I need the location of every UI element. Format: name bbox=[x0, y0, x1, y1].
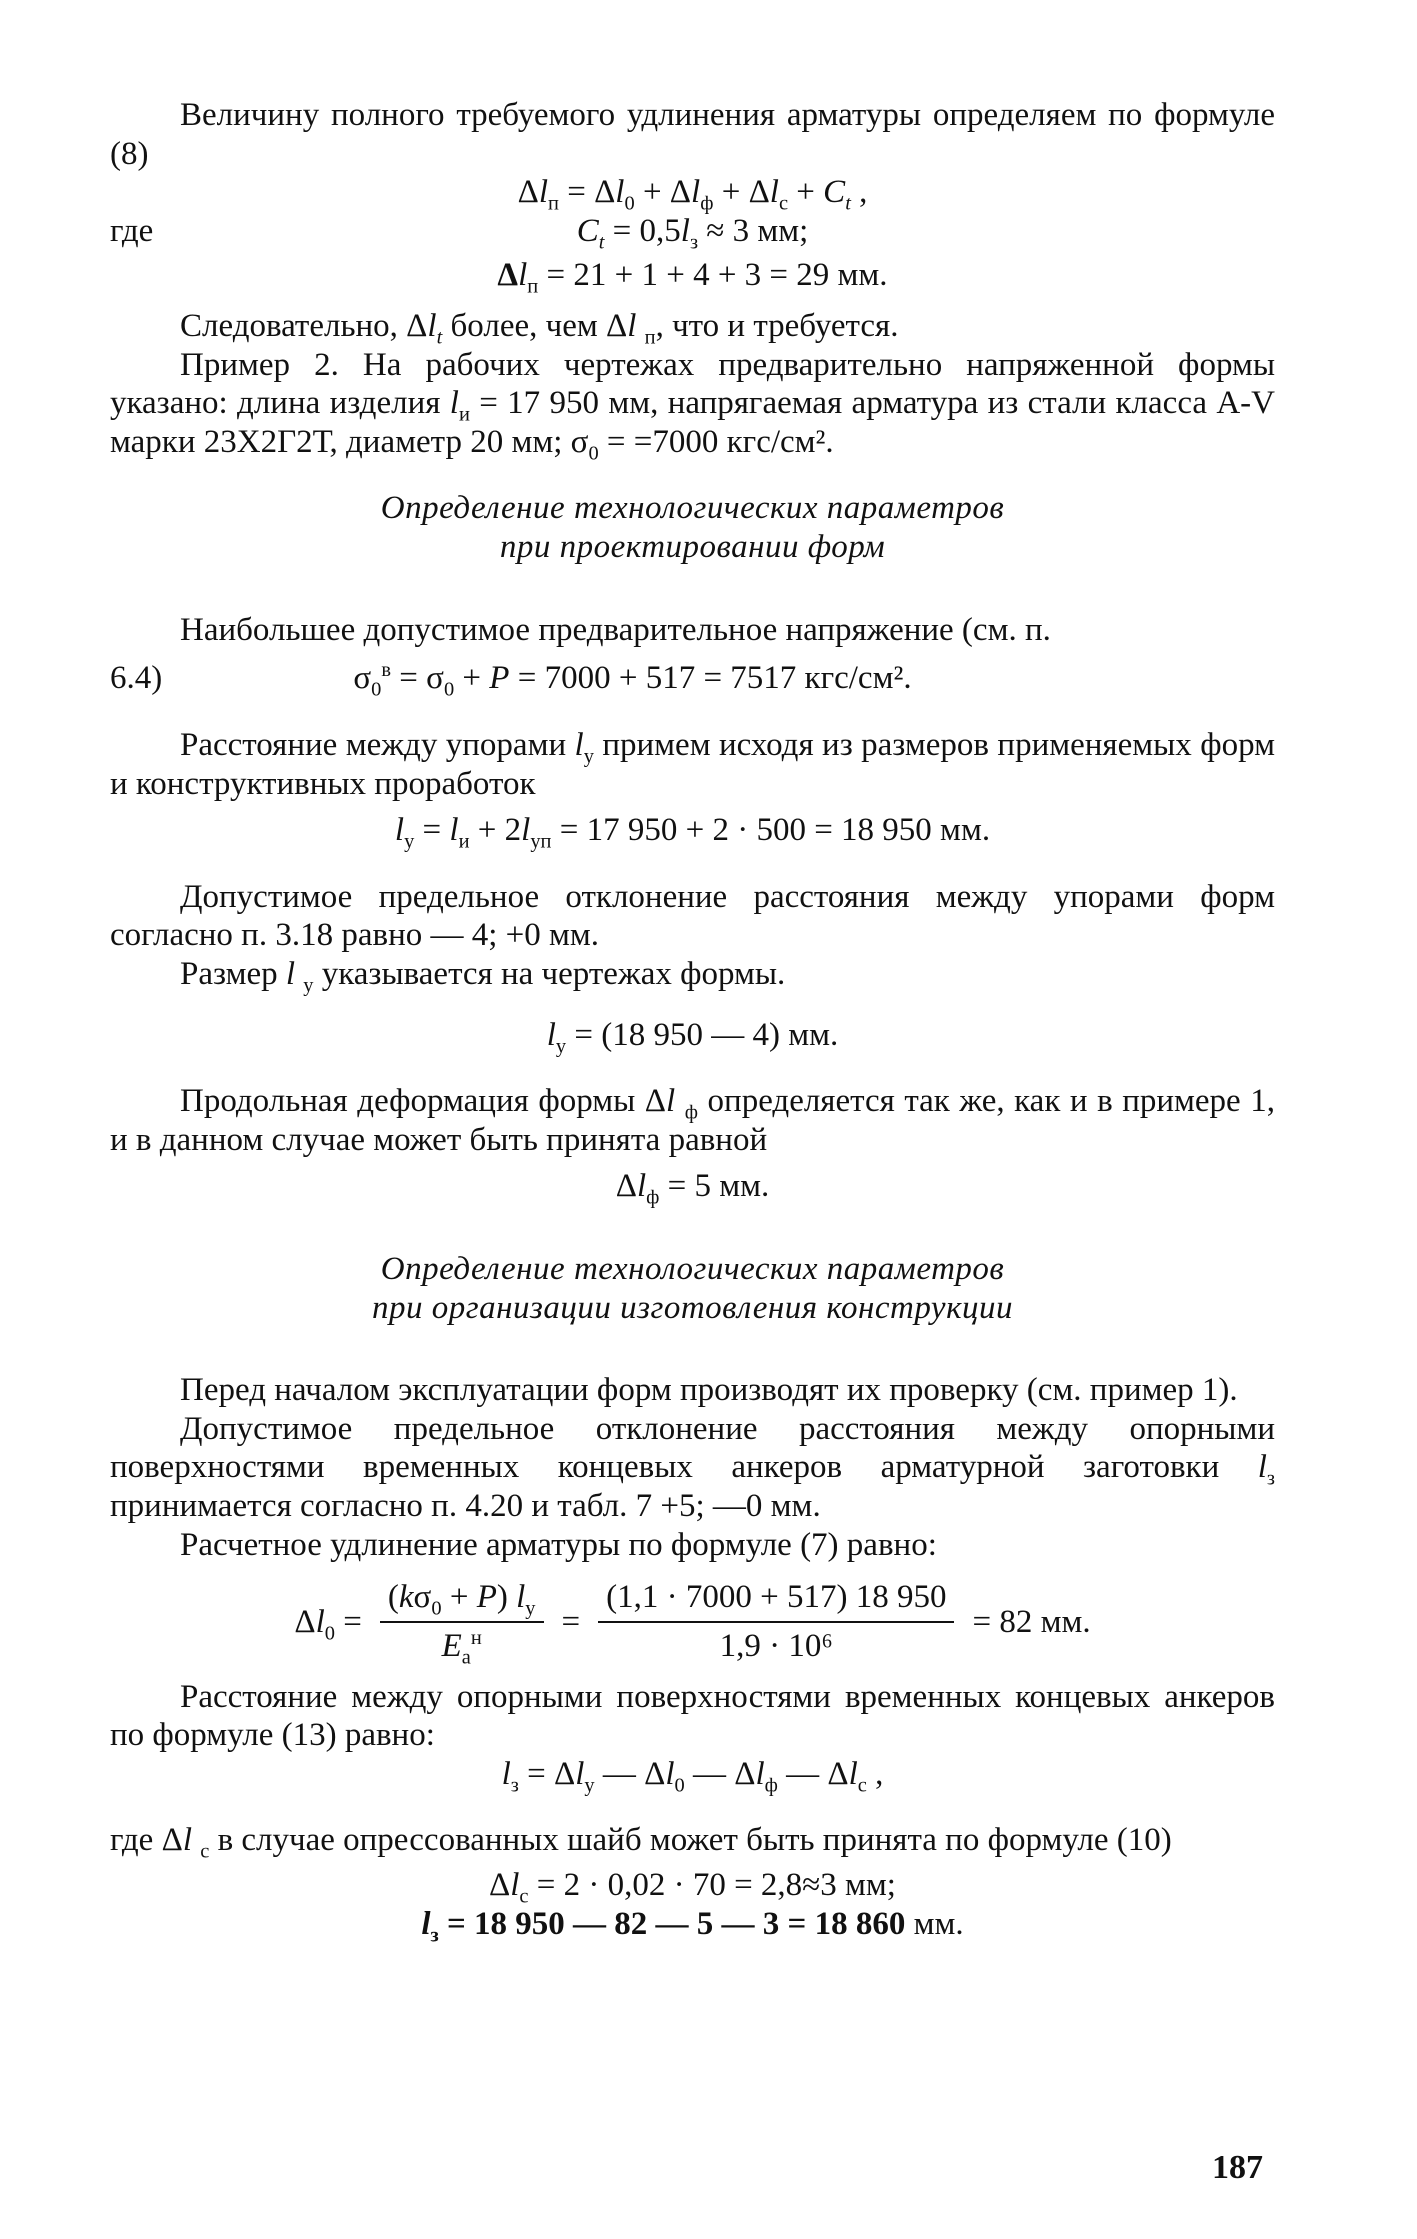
section-heading-1: Определение технологических параметров при проектировании форм bbox=[380, 490, 1005, 566]
formula-7: $\Delta l_ф = 5$ мм. bbox=[615, 1168, 770, 1209]
paragraph-5: Расстояние между упорами $l_у$ примем исходя из размеров применяемых форм и конструктивных проработок bbox=[110, 726, 1275, 802]
paragraph-3: Пример 2. На рабочих чертежах предварительно напряженной формы указано: длина изделия $l_и = 17$ 950 мм, напрягаемая арматура из стали класса A-V марки 23Х2Г2Т, диаметр 20 мм; $\sigma_0 = =7000$ кгс/см². bbox=[110, 346, 1275, 465]
formula-1: $\Delta l_п = \Delta l_0 + \Delta l_ф + \Delta l_с + C_t$ , bbox=[517, 174, 868, 215]
formula-11: $l_з = 18$ 950 — 82 — 5 — 3 = 18 860 мм. bbox=[421, 1905, 964, 1947]
document-page bbox=[110, 96, 1275, 1947]
paragraph-12: Расстояние между опорными поверхностями временных концевых анкеров по формуле (13) равно: bbox=[110, 1678, 1275, 1754]
formula-8-rhs: = 82 мм. bbox=[972, 1603, 1091, 1640]
formula-9: $l_з = \Delta l_у$ — $\Delta l_0$ — $\Delta l_ф$ — $\Delta l_с$ , bbox=[501, 1755, 884, 1797]
formula-3: $\Delta l_п = 21 + 1 + 4 + 3 = 29$ мм. bbox=[497, 257, 888, 299]
paragraph-9: Перед началом эксплуатации форм производят их проверку (см. пример 1). bbox=[180, 1372, 1238, 1409]
formula-2: где $C_t = 0,5l_з \approx 3$ мм; bbox=[110, 212, 809, 254]
fraction-2: $\frac{(1,1 \cdot 7000 + 517) 18 950}{\text{1,9 · 10⁶}}$ bbox=[598, 1578, 954, 1665]
paragraph-1: Величину полного требуемого удлинения арматуры определяем по формуле (8) bbox=[110, 97, 1275, 172]
paragraph-10: Допустимое предельное отклонение расстояния между опорными поверхностями временных концевых анкеров арматурной заготовки $l_з$ принимается согласно п. 4.20 и табл. 7 +5; —0 мм. bbox=[110, 1410, 1275, 1525]
section-heading-2: Определение технологических параметров при организации изготовления конструкции bbox=[371, 1251, 1014, 1326]
paragraph-11: Расчетное удлинение арматуры по формуле (7) равно: bbox=[180, 1526, 937, 1563]
paragraph-8: Продольная деформация формы Δl $_ф$ определяется так же, как и в примере 1, и в данном случае может быть принята равной bbox=[110, 1083, 1275, 1158]
formula-6: $l_у = (18$ 950 — 4) мм. bbox=[546, 1016, 839, 1058]
formula-5: $l_у = l_и + 2l_{уп} = 17$ 950 + 2 · 500 = 18 950 мм. bbox=[394, 812, 991, 853]
paragraph-2: Следовательно, $\Delta l_t$ более, чем Δl $_п$, что и требуется. bbox=[180, 308, 899, 349]
formula-8: $\Delta l_0$ = $\frac{(k\sigma_0 + P) l_у}{E_а^н}$ = $\frac{(1,1 \cdot 7000 + 517) 18 950}{\text{1,9 · 10⁶}}$ = 82 мм. bbox=[294, 1579, 1091, 1669]
fraction-1: $\frac{(k\sigma_0 + P) l_у}{E_а^н}$ bbox=[380, 1578, 544, 1665]
paragraph-4: Наибольшее допустимое предварительное напряжение (см. п. bbox=[180, 611, 1051, 648]
clause-label: 6.4) bbox=[110, 660, 163, 697]
paragraph-7: Размер l $_у$ указывается на чертежах формы. bbox=[180, 955, 786, 997]
paragraph-6: Допустимое предельное отклонение расстояния между упорами форм согласно п. 3.18 равно — 4; +0 мм. bbox=[110, 878, 1275, 954]
paragraph-13: где Δl $_с$ в случае опрессованных шайб может быть принята по формуле (10) bbox=[110, 1822, 1172, 1863]
formula-10: $\Delta l_с = 2 \cdot 0,02 \cdot 70 = 2,8\approx 3$ мм; bbox=[489, 1866, 896, 1908]
formula-4: 6.4) $\sigma_0^в = \sigma_0 + P = 7000 + 517 = 7517$ кгс/см². bbox=[110, 659, 912, 701]
formula-8-lhs: $\Delta l_0$ = bbox=[294, 1603, 362, 1645]
where-label: где bbox=[110, 212, 154, 249]
page-number: 187 bbox=[1212, 2149, 1263, 2186]
